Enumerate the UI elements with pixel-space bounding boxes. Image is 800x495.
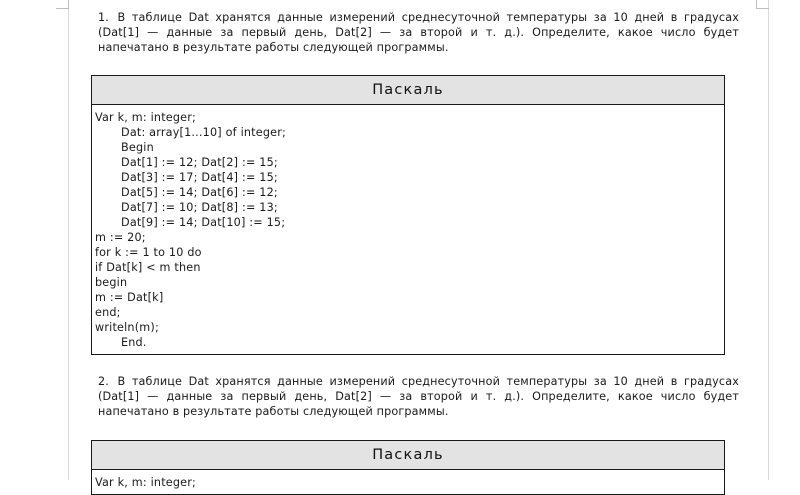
- page-edge-right: [768, 0, 769, 480]
- code-line: Var k, m: integer;: [95, 476, 197, 489]
- code-line: if Dat[k] < m then: [95, 261, 201, 274]
- task-1-text: В таблице Dat хранятся данные измерений среднесуточной температуры за 10 дней в градусах (Dat[1] — данные за первый день, Dat[2] — за второй и т. д.). Определите, какое число будет напечатано в результате работы следующей программы.: [98, 11, 739, 54]
- code-line: Begin: [121, 141, 154, 154]
- code-line: m := Dat[k]: [95, 291, 164, 304]
- code-line: Dat[9] := 14; Dat[10] := 15;: [121, 216, 286, 229]
- code-line: End.: [121, 336, 147, 349]
- code-line: Dat[3] := 17; Dat[4] := 15;: [121, 171, 278, 184]
- code-line: begin: [95, 276, 128, 289]
- task-2-code-language: Паскаль: [92, 441, 724, 470]
- task-1-number: 1.: [98, 11, 109, 24]
- code-line: writeln(m);: [95, 321, 159, 334]
- task-1-code-language: Паскаль: [92, 76, 724, 105]
- task-2-number: 2.: [98, 375, 109, 388]
- task-2-statement: [98, 375, 739, 420]
- task-2-text: В таблице Dat хранятся данные измерений среднесуточной температуры за 10 дней в градусах (Dat[1] — данные за первый день, Dat[2] — за второй и т. д.). Определите, какое число будет напечатано в результате работы следующей программы.: [98, 375, 739, 418]
- code-line: Dat[7] := 10; Dat[8] := 13;: [121, 201, 278, 214]
- page-corner-mark-left: [56, 0, 69, 9]
- code-line: m := 20;: [95, 231, 146, 244]
- task-1-code-body: [92, 105, 724, 354]
- task-1-statement: [98, 11, 739, 56]
- code-line: Dat[5] := 14; Dat[6] := 12;: [121, 186, 278, 199]
- code-line: for k := 1 to 10 do: [95, 246, 202, 259]
- code-line: Var k, m: integer;: [95, 111, 197, 124]
- page-edge-left: [68, 0, 69, 480]
- task-2-code-box: [91, 440, 725, 495]
- page-corner-mark-right: [756, 0, 769, 9]
- code-line: Dat[1] := 12; Dat[2] := 15;: [121, 156, 278, 169]
- code-line: Dat: array[1...10] of integer;: [121, 126, 286, 139]
- code-line: end;: [95, 306, 121, 319]
- task-1-code-box: [91, 75, 725, 355]
- task-2-code-body: [92, 470, 724, 494]
